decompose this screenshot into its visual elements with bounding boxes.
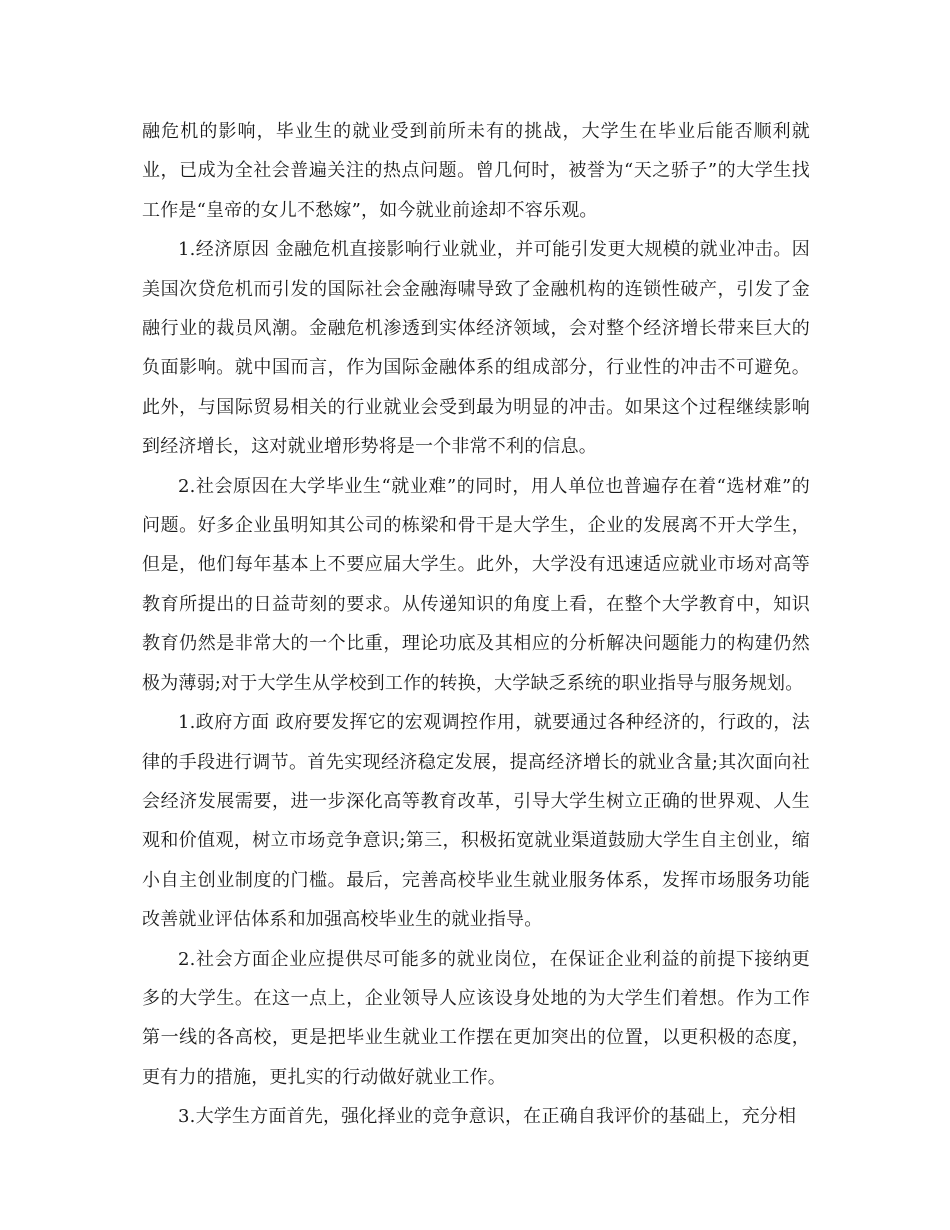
paragraph-intro-continued: 融危机的影响，毕业生的就业受到前所未有的挑战，大学生在毕业后能否顺利就业，已成为全社会普遍关注的热点问题。曾几何时，被誉为“天之骄子”的大学生找工作是“皇帝的女儿不愁嫁”，如今就业前途却不容乐观。: [142, 121, 810, 221]
document-body: [142, 112, 810, 1137]
paragraph-social-reason: 2.社会原因在大学毕业生“就业难”的同时，用人单位也普遍存在着“选材难”的问题。好多企业虽明知其公司的栋梁和骨干是大学生，企业的发展离不开大学生，但是，他们每年基本上不要应届大学生。此外，大学没有迅速适应就业市场对高等教育所提出的日益苛刻的要求。从传递知识的角度上看，在整个大学教育中，知识教育仍然是非常大的一个比重，理论功底及其相应的分析解决问题能力的构建仍然极为薄弱;对于大学生从学校到工作的转换，大学缺乏系统的职业指导与服务规划。: [142, 475, 810, 694]
paragraph-economic-reason: 1.经济原因 金融危机直接影响行业就业，并可能引发更大规模的就业冲击。因美国次贷危机而引发的国际社会金融海啸导致了金融机构的连锁性破产，引发了金融行业的裁员风潮。金融危机渗透到实体经济领域，会对整个经济增长带来巨大的负面影响。就中国而言，作为国际金融体系的组成部分，行业性的冲击不可避免。此外，与国际贸易相关的行业就业会受到最为明显的冲击。如果这个过程继续影响到经济增长，这对就业增形势将是一个非常不利的信息。: [142, 239, 810, 458]
paragraph-society-aspect: 2.社会方面企业应提供尽可能多的就业岗位，在保证企业利益的前提下接纳更多的大学生。在这一点上，企业领导人应该设身处地的为大学生们着想。作为工作第一线的各高校，更是把毕业生就业工作摆在更加突出的位置，以更积极的态度，更有力的措施，更扎实的行动做好就业工作。: [142, 948, 810, 1088]
paragraph-government-aspect: 1.政府方面 政府要发挥它的宏观调控作用，就要通过各种经济的，行政的，法律的手段进行调节。首先实现经济稳定发展，提高经济增长的就业含量;其次面向社会经济发展需要，进一步深化高等教育改革，引导大学生树立正确的世界观、人生观和价值观，树立市场竞争意识;第三，积极拓宽就业渠道鼓励大学生自主创业，缩小自主创业制度的门槛。最后，完善高校毕业生就业服务体系，发挥市场服务功能改善就业评估体系和加强高校毕业生的就业指导。: [142, 712, 810, 931]
paragraph-student-aspect: 3.大学生方面首先，强化择业的竞争意识，在正确自我评价的基础上，充分相: [178, 1106, 797, 1128]
